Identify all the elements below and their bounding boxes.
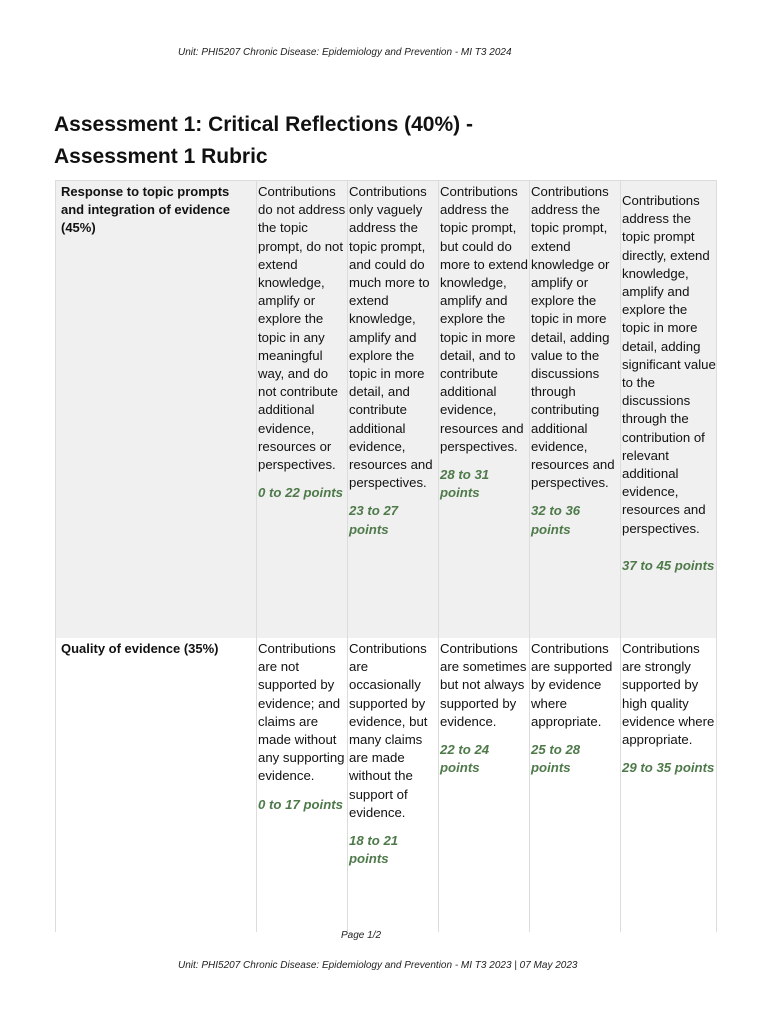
level-description: Contributions address the topic prompt, but could do more to extend knowledge, amplify and explore the topic in more detail, and to contribute additional evidence, resources and perspectives. xyxy=(440,184,528,454)
level-points: 25 to 28 points xyxy=(531,742,581,776)
level-cell xyxy=(348,638,439,932)
page-header-unit: Unit: PHI5207 Chronic Disease: Epidemiology and Prevention - MI T3 2024 xyxy=(178,47,512,58)
rubric-row-topic-prompts xyxy=(56,181,716,638)
level-points: 0 to 17 points xyxy=(258,796,343,812)
criterion-label: Quality of evidence (35%) xyxy=(61,641,219,656)
level-description: Contributions are not supported by evidence; and claims are made without any supporting evidence. xyxy=(258,641,345,784)
level-description: Contributions do not address the topic prompt, do not extend knowledge, amplify or explore the topic in any meaningful way, and do not contribute additional evidence, resources or perspectives. xyxy=(258,184,346,473)
level-cell xyxy=(621,181,716,638)
level-points: 18 to 21 points xyxy=(349,833,399,867)
level-cell xyxy=(257,181,348,638)
level-description: Contributions only vaguely address the topic prompt, and could do much more to extend knowledge, amplify and explore the topic in more detail, and contribute additional evidence, resources and perspectives. xyxy=(349,184,433,491)
level-points: 29 to 35 points xyxy=(622,760,715,776)
page-title-line-1: Assessment 1: Critical Reflections (40%) - xyxy=(54,113,473,136)
level-points: 23 to 27 points xyxy=(349,503,399,537)
level-points: 32 to 36 points xyxy=(531,503,581,537)
level-cell xyxy=(439,181,530,638)
level-description: Contributions are supported by evidence where appropriate. xyxy=(531,641,613,729)
criterion-label: Response to topic prompts and integration of evidence (45%) xyxy=(61,184,231,236)
level-description: Contributions are strongly supported by high quality evidence where appropriate. xyxy=(622,641,715,748)
level-points: 37 to 45 points xyxy=(622,557,715,573)
level-cell xyxy=(348,181,439,638)
level-points: 28 to 31 points xyxy=(440,467,490,501)
level-description: Contributions are occasionally supported by evidence, but many claims are made without the support of evidence. xyxy=(349,641,428,820)
page-title xyxy=(54,109,714,173)
level-description: Contributions address the topic prompt directly, extend knowledge, amplify and explore the topic in more detail, adding significant value to the discussions through the contribution of relevant additional evidence, resources and perspectives. xyxy=(622,193,716,536)
level-cell xyxy=(439,638,530,932)
level-cell xyxy=(530,638,621,932)
level-points: 0 to 22 points xyxy=(258,485,343,501)
level-cell xyxy=(257,638,348,932)
level-description: Contributions are sometimes but not always supported by evidence. xyxy=(440,641,527,729)
criterion-cell xyxy=(56,638,257,932)
rubric-row-quality-of-evidence xyxy=(56,638,716,932)
rubric-table xyxy=(55,180,717,932)
level-cell xyxy=(621,638,716,932)
criterion-cell xyxy=(56,181,257,638)
level-cell xyxy=(530,181,621,638)
page-footer-unit: Unit: PHI5207 Chronic Disease: Epidemiology and Prevention - MI T3 2023 | 07 May 2023 xyxy=(178,960,578,971)
level-points: 22 to 24 points xyxy=(440,742,490,776)
level-description: Contributions address the topic prompt, extend knowledge or amplify or explore the topic in more detail, adding value to the discussions through contributing additional evidence, resources and perspectives. xyxy=(531,184,615,491)
page-number: Page 1/2 xyxy=(341,930,382,941)
page-title-line-2: Assessment 1 Rubric xyxy=(54,145,268,168)
